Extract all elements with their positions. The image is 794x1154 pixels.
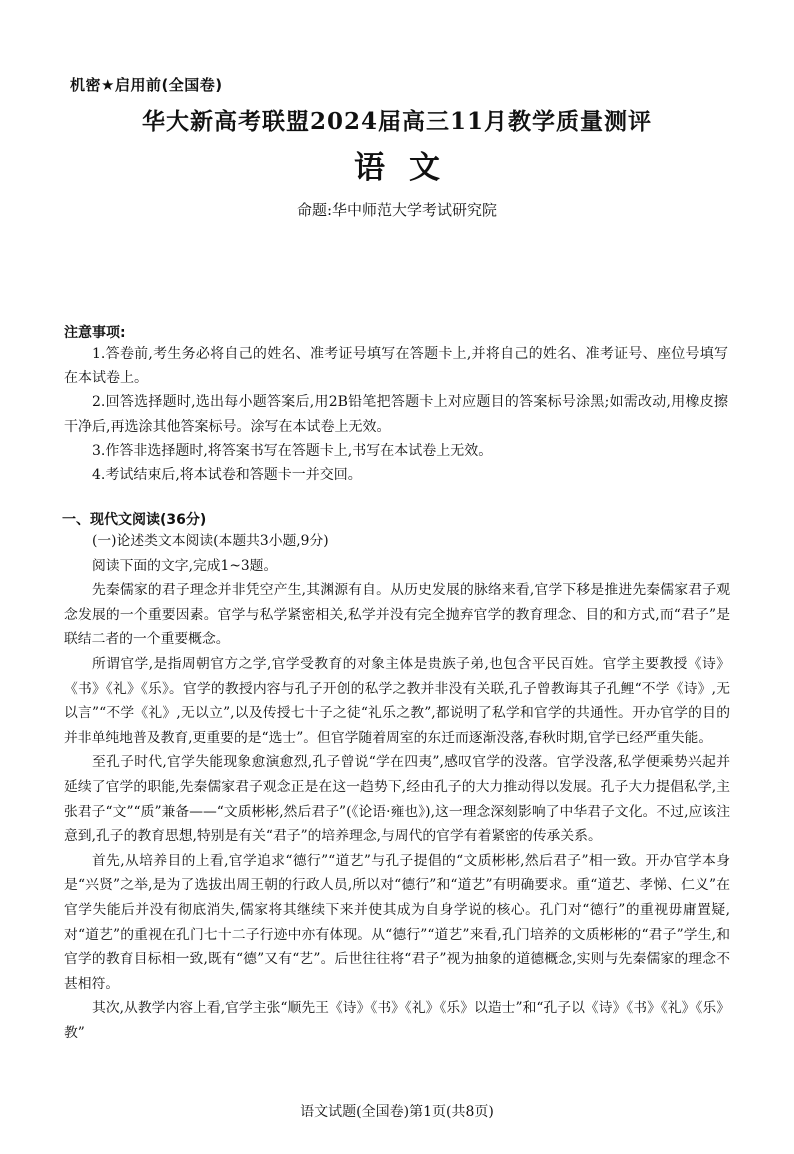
passage-paragraph: 其次,从教学内容上看,官学主张“顺先王《诗》《书》《礼》《乐》以造士”和“孔子以《诗》《书》《礼》《乐》教”	[64, 1000, 730, 1041]
notice-item: 1.答卷前,考生务必将自己的姓名、准考证号填写在答题卡上,并将自己的姓名、准考证号、座位号填写在本试卷上。	[64, 346, 728, 387]
subsection-heading: (一)论述类文本阅读(本题共3小题,9分)	[92, 533, 329, 549]
subject-title: 语文	[354, 150, 464, 186]
passage-paragraph: 首先,从培养目的上看,官学追求“德行”“道艺”与孔子提倡的“文质彬彬,然后君子”相一致。开办官学本身是“兴贤”之举,是为了选拔出周王朝的行政人员,所以对“德行”和“道艺”有明确要求。重“道艺、孝悌、仁义”在官学失能后并没有彻底消失,儒家将其继续下来并使其成为自身学说的核心。孔门对“德行”的重视毋庸置疑,对“道艺”的重视在孔门七十二子行迹中亦有体现。从“德行”“道艺”来看,孔门培养的文质彬彬的“君子”学生,和官学的教育目标相一致,既有“德”又有“艺”。后世往往将“君子”视为抽象的道德概念,实则与先秦儒家的理念不甚相符。	[64, 852, 730, 992]
notice-item: 3.作答非选择题时,将答案书写在答题卡上,书写在本试卷上无效。	[92, 442, 493, 459]
section-heading: 一、现代文阅读(36分)	[62, 512, 207, 528]
exam-title: 华大新高考联盟2024届高三11月教学质量测评	[141, 108, 653, 135]
reading-instruction: 阅读下面的文字,完成1~3题。	[92, 557, 278, 574]
passage-paragraph: 先秦儒家的君子理念并非凭空产生,其渊源有自。从历史发展的脉络来看,官学下移是推进先秦儒家君子观念发展的一个重要因素。官学与私学紧密相关,私学并没有完全抛弃官学的教育理念、目的和方式,而“君子”是联结二者的一个重要概念。	[64, 582, 730, 648]
confidential-label: 机密★启用前(全国卷)	[70, 76, 223, 94]
page-footer: 语文试题(全国卷)第1页(共8页)	[300, 1104, 494, 1120]
reading-passage	[64, 529, 730, 1045]
notice-item: 4.考试结束后,将本试卷和答题卡一并交回。	[92, 467, 362, 484]
passage-paragraph: 所谓官学,是指周朝官方之学,官学受教育的对象主体是贵族子弟,也包含平民百姓。官学主要教授《诗》《书》《礼》《乐》。官学的教授内容与孔子开创的私学之教并非没有关联,孔子曾教诲其子孔鲤“不学《诗》,无以言”“不学《礼》,无以立”,以及传授七十子之徒“礼乐之教”,都说明了私学和官学的共通性。开办官学的目的并非单纯地普及教育,更重要的是“选士”。但官学随着周室的东迁而逐渐没落,春秋时期,官学已经严重失能。	[64, 655, 730, 746]
notice-list	[64, 342, 728, 487]
author-line: 命题:华中师范大学考试研究院	[296, 201, 498, 219]
notice-heading: 注意事项:	[64, 325, 126, 341]
notice-item: 2.回答选择题时,选出每小题答案后,用2B铅笔把答题卡上对应题目的答案标号涂黑;如需改动,用橡皮擦干净后,再选涂其他答案标号。涂写在本试卷上无效。	[64, 394, 728, 435]
passage-paragraph: 至孔子时代,官学失能现象愈演愈烈,孔子曾说“学在四夷”,感叹官学的没落。官学没落,私学便乘势兴起并延续了官学的职能,先秦儒家君子观念正是在这一趋势下,经由孔子的大力推动得以发展。孔子大力提倡私学,主张君子“文”“质”兼备——“文质彬彬,然后君子”(《论语·雍也》),这一理念深刻影响了中华君子文化。不过,应该注意到,孔子的教育思想,特别是有关“君子”的培养理念,与周代的官学有着紧密的传承关系。	[64, 754, 730, 845]
